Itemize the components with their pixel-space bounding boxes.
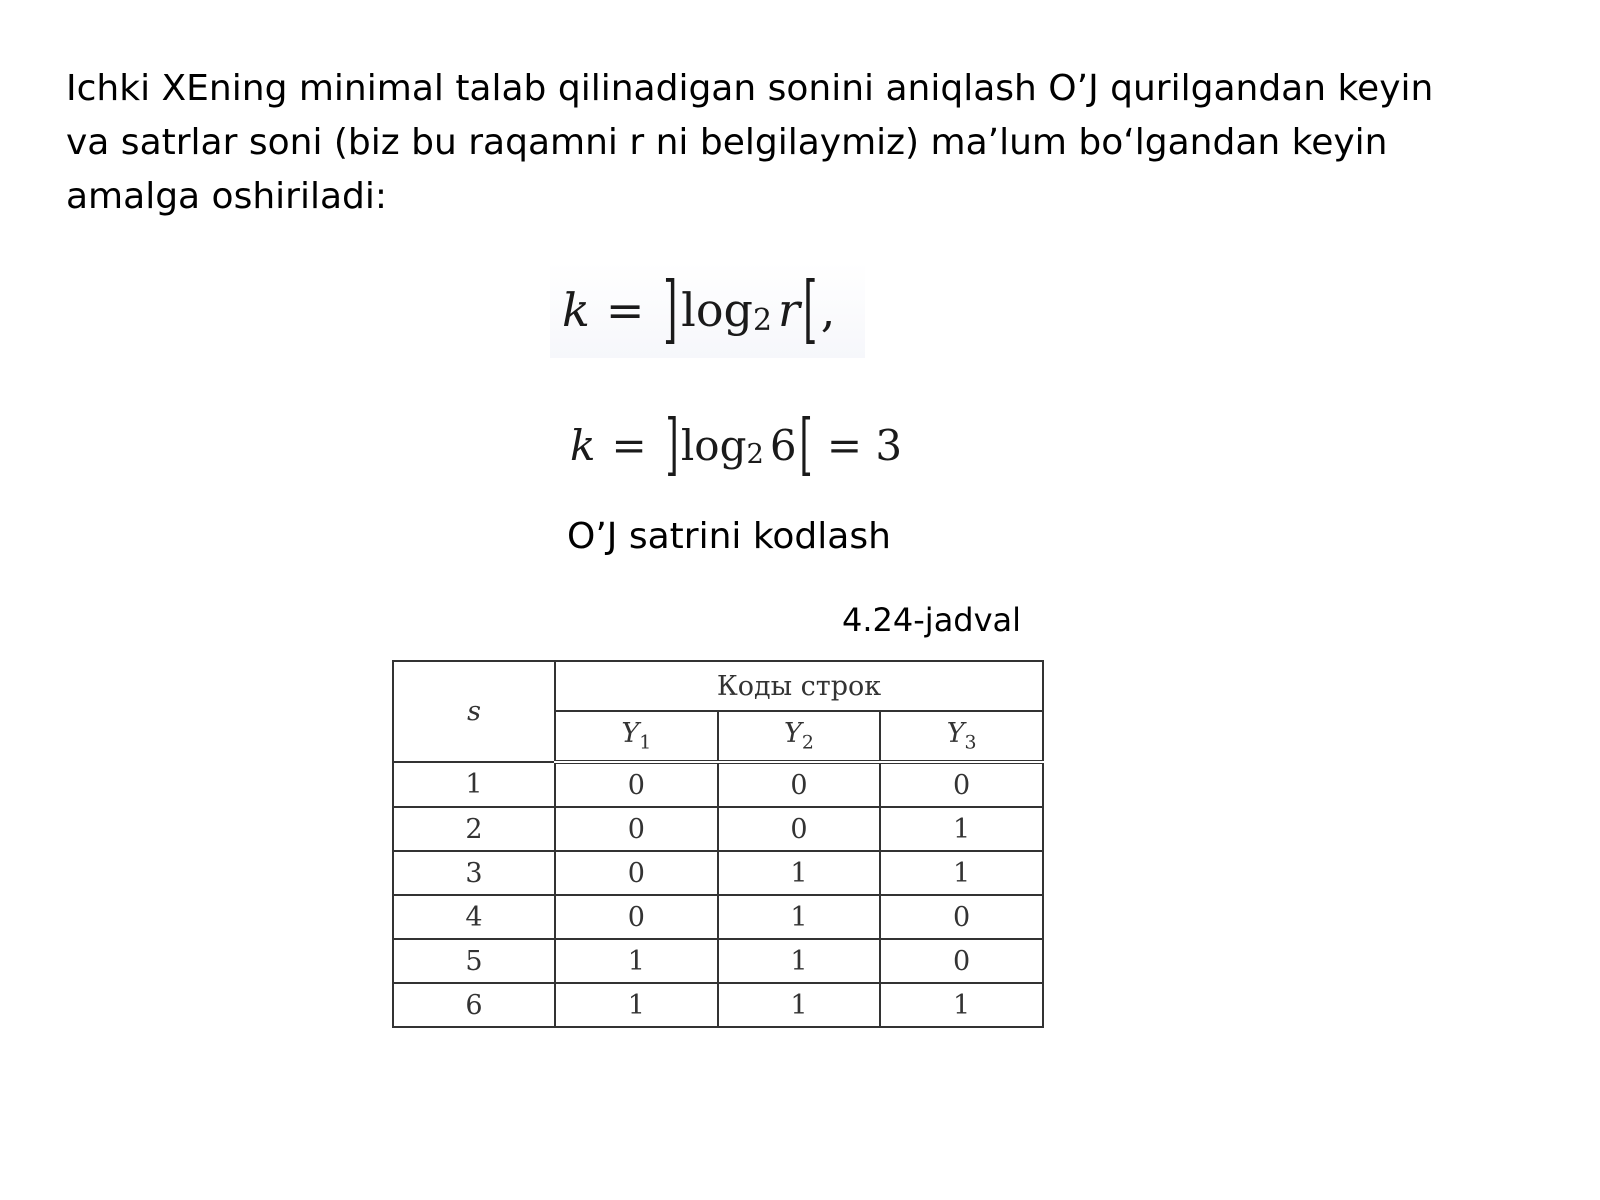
header-y2: $Y_2$ (718, 711, 881, 762)
formula-general-open-bracket: ] (663, 267, 678, 353)
formula-example-func: log (680, 420, 747, 470)
formula-general-base: 2 (753, 302, 773, 338)
formula-example (570, 400, 914, 490)
cell-y2: 0 (718, 762, 881, 807)
header-codes-group: Коды строк (555, 661, 1043, 711)
cell-y3: 0 (880, 895, 1043, 939)
formula-example-lhs: k (570, 420, 596, 470)
formula-example-arg: 6 (769, 420, 797, 470)
formula-general-equals: = (605, 283, 645, 337)
table-label: 4.24-jadval (842, 601, 1022, 639)
cell-s: 5 (393, 939, 555, 983)
cell-y2: 1 (718, 939, 881, 983)
cell-s: 3 (393, 851, 555, 895)
formula-example-result: = 3 (826, 420, 903, 470)
header-y1: $Y_1$ (555, 711, 718, 762)
cell-y1: 1 (555, 939, 718, 983)
formula-example-close-bracket: [ (799, 405, 813, 484)
cell-s: 4 (393, 895, 555, 939)
table-row (393, 983, 1043, 1027)
section-caption: O’J satrini kodlash (567, 516, 891, 557)
formula-general-close-bracket: [ (803, 267, 818, 353)
cell-s: 2 (393, 807, 555, 851)
cell-y3: 1 (880, 851, 1043, 895)
cell-y2: 0 (718, 807, 881, 851)
intro-paragraph: Ichki XEning minimal talab qilinadigan sonini aniqlash O’J qurilgandan keyin va satrlar soni (biz bu raqamni r ni belgilaymiz) ma’lum bo‘lgandan keyin amalga oshiriladi: (66, 68, 1434, 217)
cell-y1: 0 (555, 851, 718, 895)
table-row (393, 895, 1043, 939)
table-row (393, 807, 1043, 851)
table-row (393, 762, 1043, 807)
table-row (393, 939, 1043, 983)
formula-general-arg: r (778, 283, 801, 337)
cell-y1: 0 (555, 807, 718, 851)
cell-y3: 1 (880, 807, 1043, 851)
cell-y2: 1 (718, 895, 881, 939)
formula-general-lhs: k (562, 283, 590, 337)
cell-y3: 1 (880, 983, 1043, 1027)
row-codes-table (392, 660, 1044, 1028)
formula-general-tail: , (820, 283, 836, 337)
table-row (393, 851, 1043, 895)
cell-y3: 0 (880, 762, 1043, 807)
cell-s: 1 (393, 762, 555, 807)
cell-s: 6 (393, 983, 555, 1027)
cell-y2: 1 (718, 983, 881, 1027)
header-y3: $Y_3$ (880, 711, 1043, 762)
cell-y1: 0 (555, 762, 718, 807)
cell-y2: 1 (718, 851, 881, 895)
formula-general-func: log (681, 283, 753, 337)
formula-example-equals: = (611, 420, 647, 470)
cell-y3: 0 (880, 939, 1043, 983)
formula-example-base: 2 (746, 439, 764, 471)
formula-example-open-bracket: ] (665, 405, 679, 484)
cell-y1: 0 (555, 895, 718, 939)
header-s: s (393, 661, 555, 762)
formula-general (550, 262, 865, 358)
cell-y1: 1 (555, 983, 718, 1027)
